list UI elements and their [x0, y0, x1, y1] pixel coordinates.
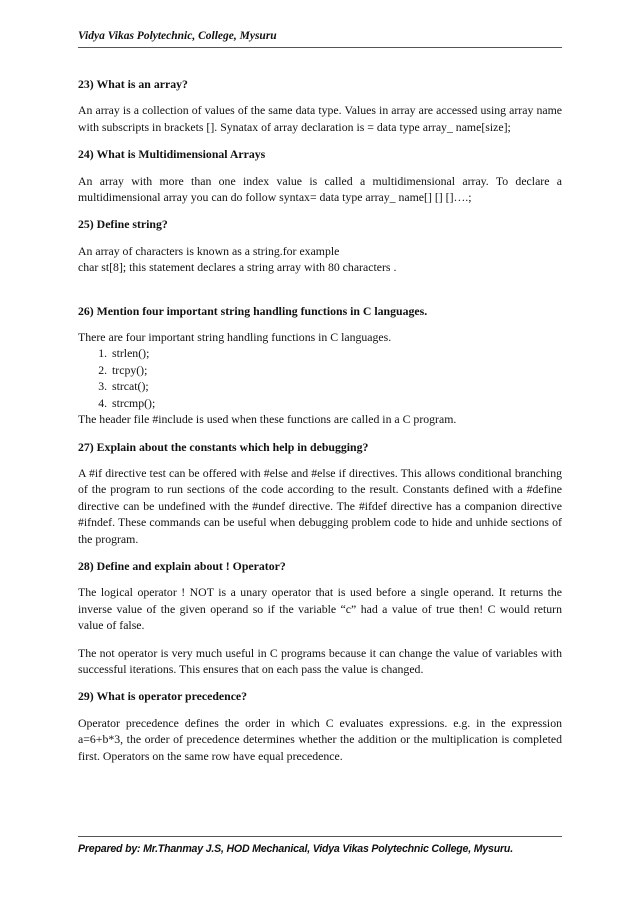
answer-26-intro: There are four important string handling functions in C languages.	[78, 330, 392, 345]
list-item: 1. strlen();	[110, 345, 562, 361]
answer-25-line-2: char st[8]; this statement declares a string array with 80 characters .	[78, 260, 397, 275]
question-27-heading: 27) Explain about the constants which help in debugging?	[78, 439, 369, 454]
string-function-list	[78, 345, 562, 411]
document-page	[78, 0, 562, 903]
list-item: 3. strcat();	[110, 378, 562, 394]
answer-27-paragraph: A #if directive test can be offered with #else and #else if directives. This allows conditional branching of the program to run sections of the code according to the result. Constants defined with a #define directive can be undefined with the #undef directive. The #ifdef directive has a companion directive #ifndef. These commands can be useful when debugging problem code to hide and unhide sections of the program.	[78, 465, 562, 546]
answer-25-line-1: An array of characters is known as a string.for example	[78, 243, 340, 258]
answer-26-outro: The header file #include is used when these functions are called in a C program.	[78, 412, 457, 427]
question-29-heading: 29) What is operator precedence?	[78, 689, 248, 704]
answer-24-paragraph: An array with more than one index value is called a multidimensional array. To declare a multidimensional array you can do follow syntax= data type array_ name[] [] []….;	[78, 173, 562, 205]
answer-23-paragraph: An array is a collection of values of the same data type. Values in array are accessed using array name with subscripts in brackets []. Synatax of array declaration is = data type array_ name[size];	[78, 103, 562, 134]
list-item: 2. trcpy();	[110, 362, 562, 378]
page-content	[78, 76, 562, 775]
list-item: 4. strcmp();	[110, 395, 562, 411]
question-24-heading: 24) What is Multidimensional Arrays	[78, 147, 266, 162]
page-footer: Prepared by: Mr.Thanmay J.S, HOD Mechanical, Vidya Vikas Polytechnic College, Mysuru.	[78, 836, 562, 855]
page-header: Vidya Vikas Polytechnic, College, Mysuru	[78, 30, 562, 48]
question-26-heading: 26) Mention four important string handling functions in C languages.	[78, 303, 428, 318]
question-28-heading: 28) Define and explain about ! Operator?	[78, 558, 286, 573]
answer-28-paragraph-1: The logical operator ! NOT is a unary operator that is used before a single operand. It returns the inverse value of the given operand so if the variable “c” had a value of true then! C would return value of false.	[78, 585, 562, 633]
answer-28-paragraph-2: The not operator is very much useful in C programs because it can change the value of variables with successful iterations. This ensures that on each pass the value is changed.	[78, 645, 562, 676]
answer-29-paragraph: Operator precedence defines the order in which C evaluates expressions. e.g. in the expression a=6+b*3, the order of precedence determines whether the addition or the multiplication is completed first. Operators on the same row have equal precedence.	[78, 715, 562, 763]
question-23-heading: 23) What is an array?	[78, 77, 188, 91]
section-spacer	[78, 287, 562, 303]
question-25-heading: 25) Define string?	[78, 217, 168, 232]
